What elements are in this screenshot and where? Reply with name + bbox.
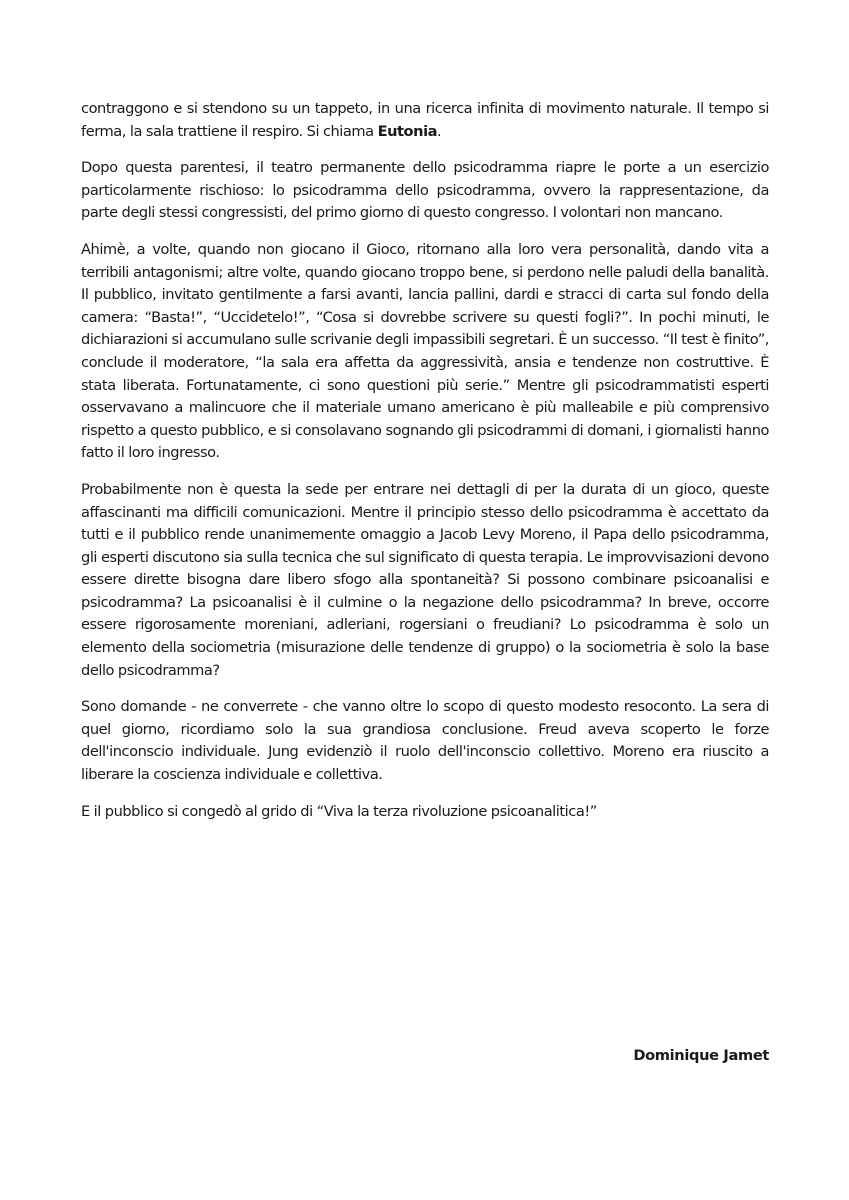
paragraph-antagonismi: Ahimè, a volte, quando non giocano il Gioco, ritornano alla loro vera personalità, dando vita a terribili antagonismi; altre volte, quando giocano troppo bene, si perdono nelle paludi della banalità. Il pubblico, invitato gentilmente a farsi avanti, lancia pallini, dardi e stracci di carta sul fondo della camera: “Basta!”, “Uccidetelo!”, “Cosa si dovrebbe scrivere su questi fogli?”. In pochi minuti, le dichiarazioni si accumulano sulle scrivanie degli impassibili segretari. È un successo. “Il test è finito”, conclude il moderatore, “la sala era affetta da aggressività, ansia e tendenze non costruttive. È stata liberata. Fortunatamente, ci sono questioni più serie.” Mentre gli psicodrammatisti esperti osservavano a malincuore che il materiale umano americano è più malleabile e più comprensivo rispetto a questo pubblico, e si consolavano sognando gli psicodrammi di domani, i giornalisti hanno fatto il loro ingresso. <box>81 240 769 462</box>
paragraph-eutonia <box>81 98 769 143</box>
paragraph-text: . <box>437 122 442 140</box>
paragraph-text: contraggono e si stendono su un tappeto, in una ricerca infinita di movimento naturale. Il tempo si ferma, la sala trattiene il respiro. Si chiama <box>81 100 769 140</box>
author-signature: Dominique Jamet <box>633 1047 769 1064</box>
paragraph-psicodramma: Dopo questa parentesi, il teatro permanente dello psicodramma riapre le porte a un esercizio particolarmente rischioso: lo psicodramma dello psicodramma, ovvero la rappresentazione, da parte degli stessi congressisti, del primo giorno di questo congresso. I volontari non mancano. <box>81 159 769 222</box>
paragraph-conclusione: E il pubblico si congedò al grido di “Viva la terza rivoluzione psicoanalitica!” <box>81 802 597 820</box>
bold-term: Eutonia <box>377 122 438 140</box>
document-body <box>81 98 769 837</box>
paragraph-domande: Sono domande - ne converrete - che vanno oltre lo scopo di questo modesto resoconto. La sera di quel giorno, ricordiamo solo la sua grandiosa conclusione. Freud aveva scoperto le forze dell'inconscio individuale. Jung evidenziò il ruolo dell'inconscio collettivo. Moreno era riuscito a liberare la coscienza individuale e collettiva. <box>81 698 769 784</box>
paragraph-comunicazioni: Probabilmente non è questa la sede per entrare nei dettagli di per la durata di un gioco, queste affascinanti ma difficili comunicazioni. Mentre il principio stesso dello psicodramma è accettato da tutti e il pubblico rende unanimemente omaggio a Jacob Levy Moreno, il Papa dello psicodramma, gli esperti discutono sia sulla tecnica che sul significato di questa terapia. Le improvvisazioni devono essere dirette bisogna dare libero sfogo alla spontaneità? Si possono combinare psicoanalisi e psicodramma? La psicoanalisi è il culmine o la negazione dello psicodramma? In breve, occorre essere rigorosamente moreniani, adleriani, rogersiani o freudiani? Lo psicodramma è solo un elemento della sociometria (misurazione delle tendenze di gruppo) o la sociometria è solo la base dello psicodramma? <box>81 480 769 679</box>
